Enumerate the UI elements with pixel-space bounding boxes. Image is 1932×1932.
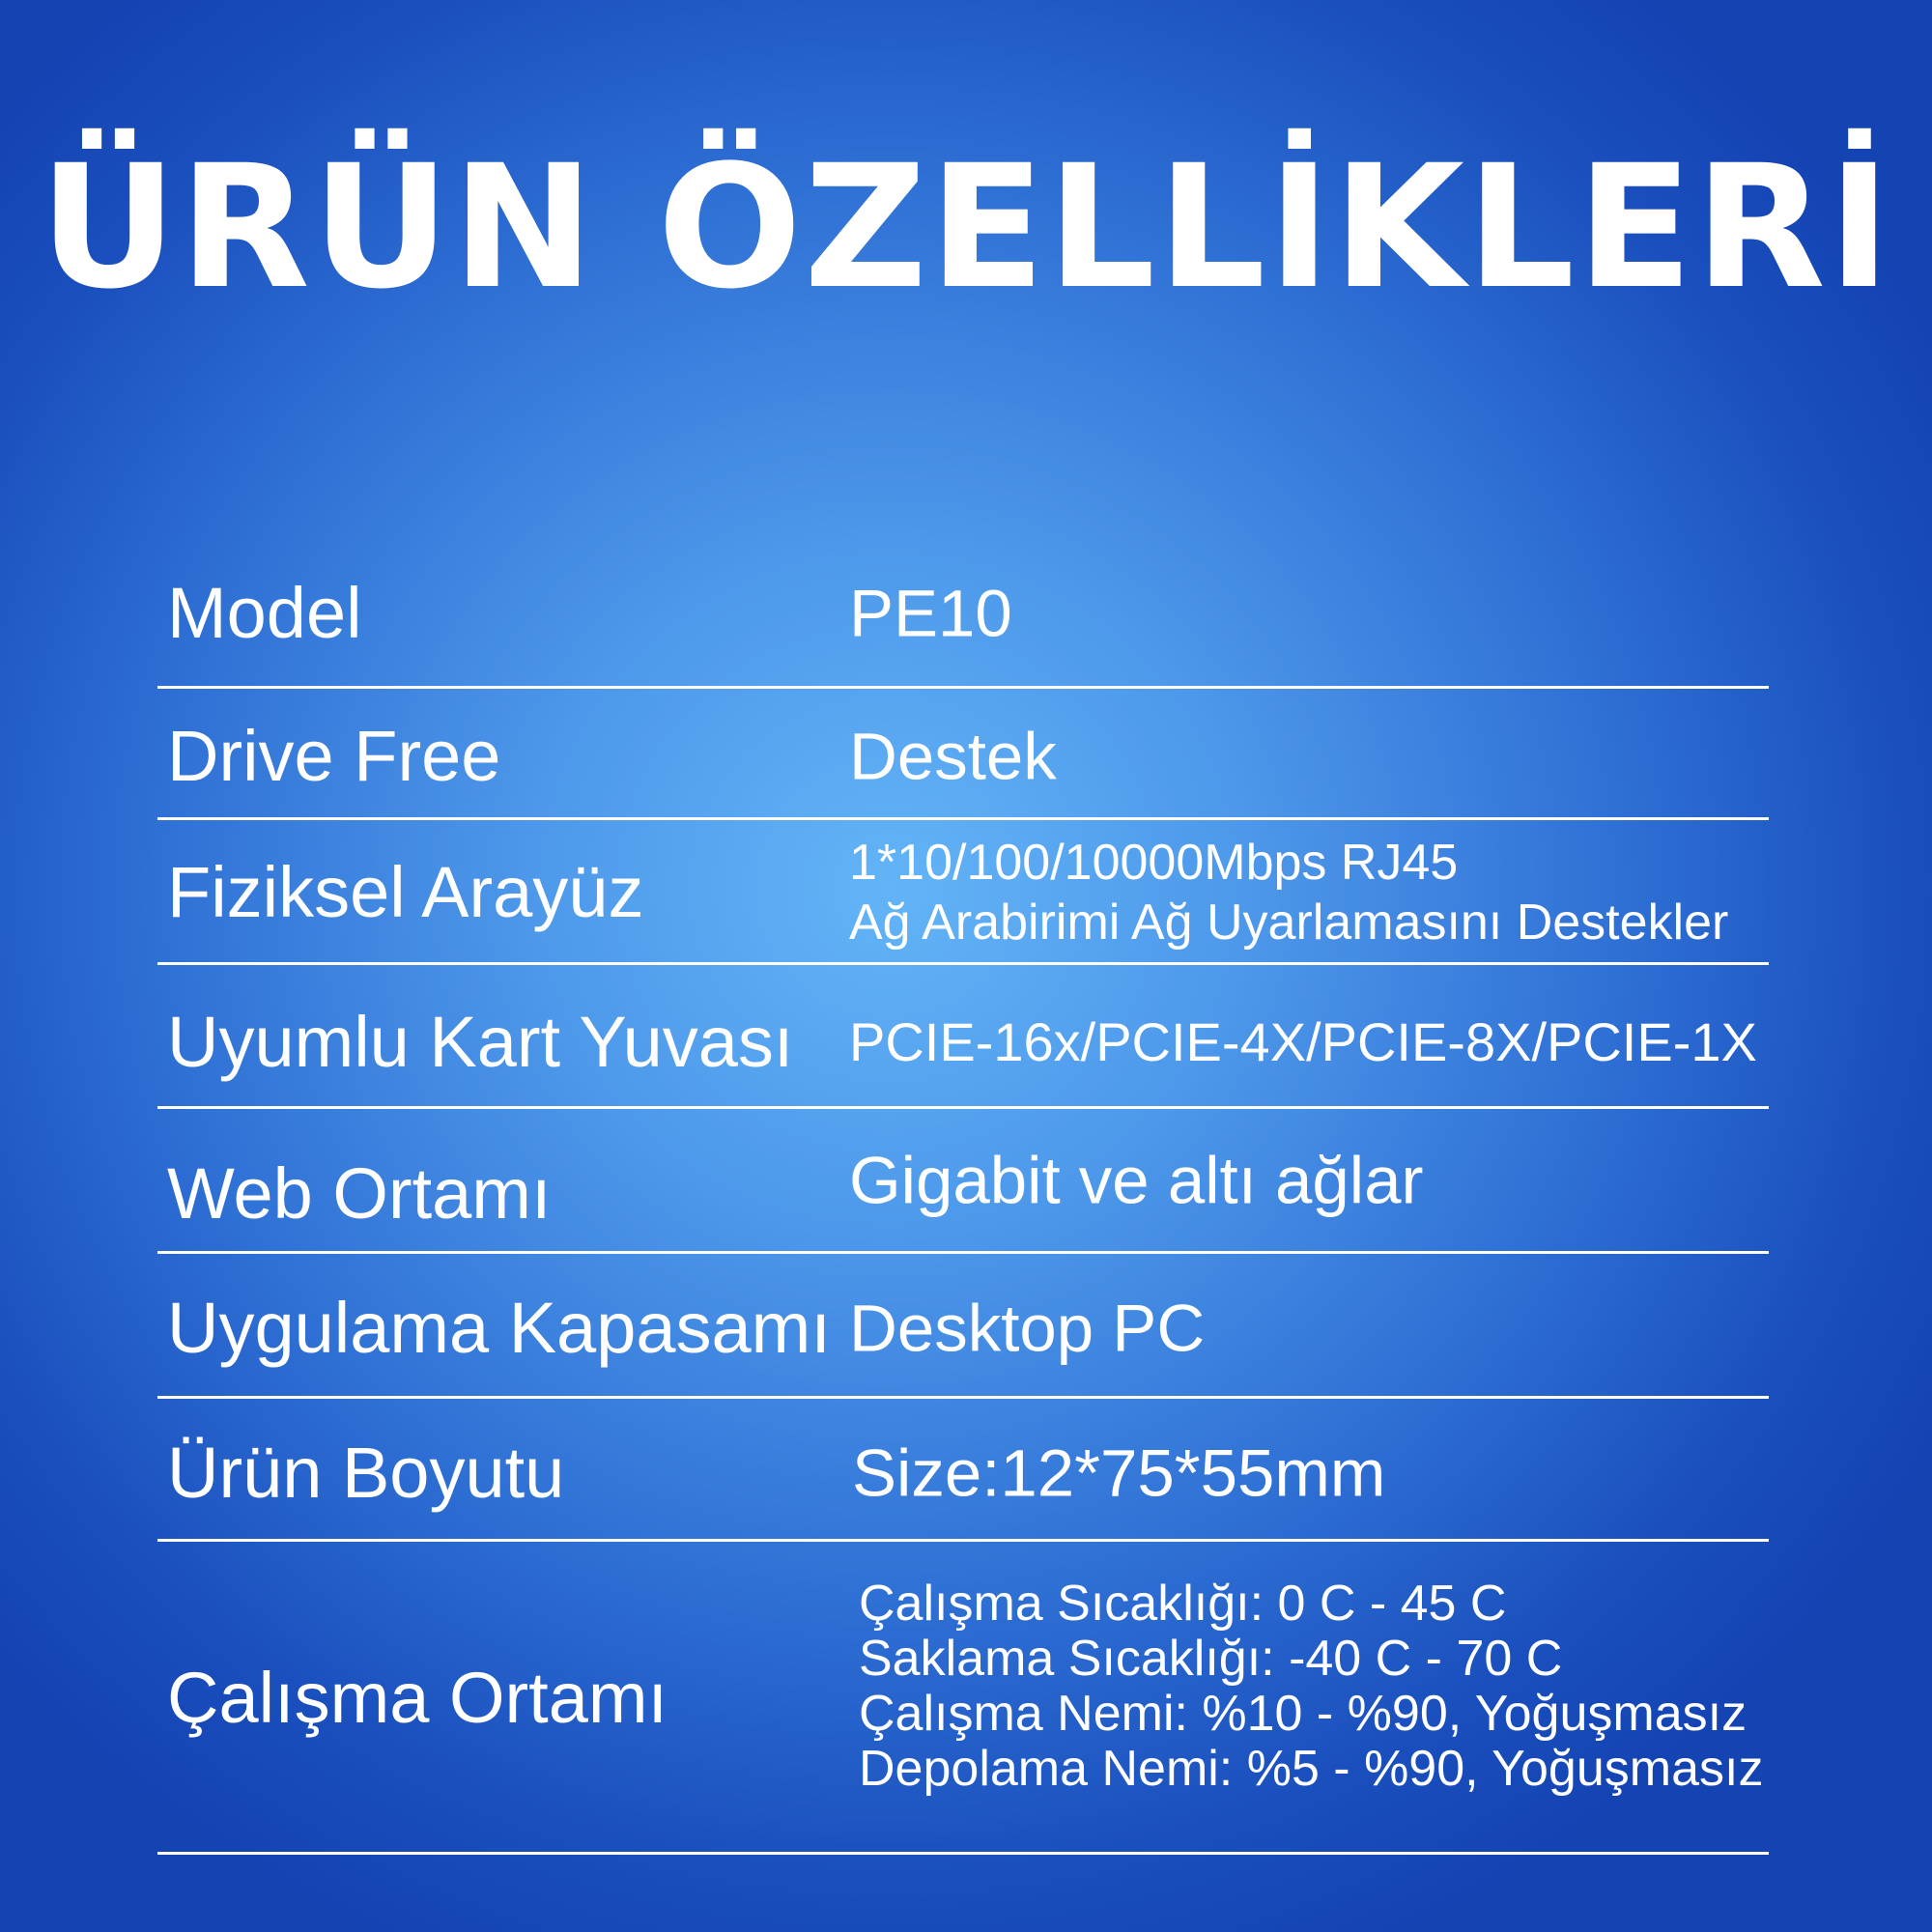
spec-value: Gigabit ve altı ağlar: [849, 1143, 1424, 1218]
spec-value-line: 1*10/100/10000Mbps RJ45: [849, 835, 1459, 891]
spec-row-model: [0, 565, 1932, 662]
row-divider: [157, 962, 1769, 965]
spec-row-web-environment: [0, 1138, 1932, 1235]
spec-value: [849, 833, 1728, 952]
spec-label: Fiziksel Arayüz: [167, 852, 644, 932]
spec-row-operating-environment: [0, 1571, 1932, 1803]
spec-row-drive-free: [0, 708, 1932, 805]
row-divider: [157, 1852, 1769, 1855]
row-divider: [157, 1106, 1769, 1109]
spec-label: Ürün Boyutu: [167, 1433, 565, 1513]
spec-row-application-scope: [0, 1280, 1932, 1377]
spec-label: Uyumlu Kart Yuvası: [167, 1002, 794, 1082]
spec-value: [859, 1577, 1763, 1797]
spec-value-line: Çalışma Nemi: %10 - %90, Yoğuşmasız: [859, 1686, 1747, 1742]
spec-value: Size:12*75*55mm: [852, 1435, 1386, 1511]
spec-label: Web Ortamı: [167, 1153, 552, 1234]
spec-value-line: Çalışma Sıcaklığı: 0 C - 45 C: [859, 1576, 1507, 1632]
spec-value: PE10: [849, 576, 1012, 651]
spec-value: Destek: [849, 719, 1057, 794]
row-divider: [157, 1539, 1769, 1542]
spec-label: Uygulama Kapasamı: [167, 1288, 831, 1368]
spec-value: Desktop PC: [849, 1291, 1206, 1366]
spec-label: Drive Free: [167, 716, 501, 796]
spec-label: Model: [167, 573, 362, 653]
spec-value-line: Saklama Sıcaklığı: -40 C - 70 C: [859, 1631, 1563, 1687]
row-divider: [157, 1396, 1769, 1399]
spec-value: PCIE-16x/PCIE-4X/PCIE-8X/PCIE-1X: [849, 1011, 1757, 1072]
spec-row-physical-interface: [0, 820, 1932, 965]
spec-row-card-slot: [0, 994, 1932, 1091]
spec-value-line: Ağ Arabirimi Ağ Uyarlamasını Destekler: [849, 895, 1729, 951]
spec-label: Çalışma Ortamı: [167, 1658, 668, 1738]
spec-value-line: Depolama Nemi: %5 - %90, Yoğuşmasız: [859, 1741, 1764, 1797]
spec-row-product-size: [0, 1425, 1932, 1521]
row-divider: [157, 1251, 1769, 1254]
row-divider: [157, 686, 1769, 689]
page-title: ÜRÜN ÖZELLİKLERİ: [39, 128, 1893, 327]
